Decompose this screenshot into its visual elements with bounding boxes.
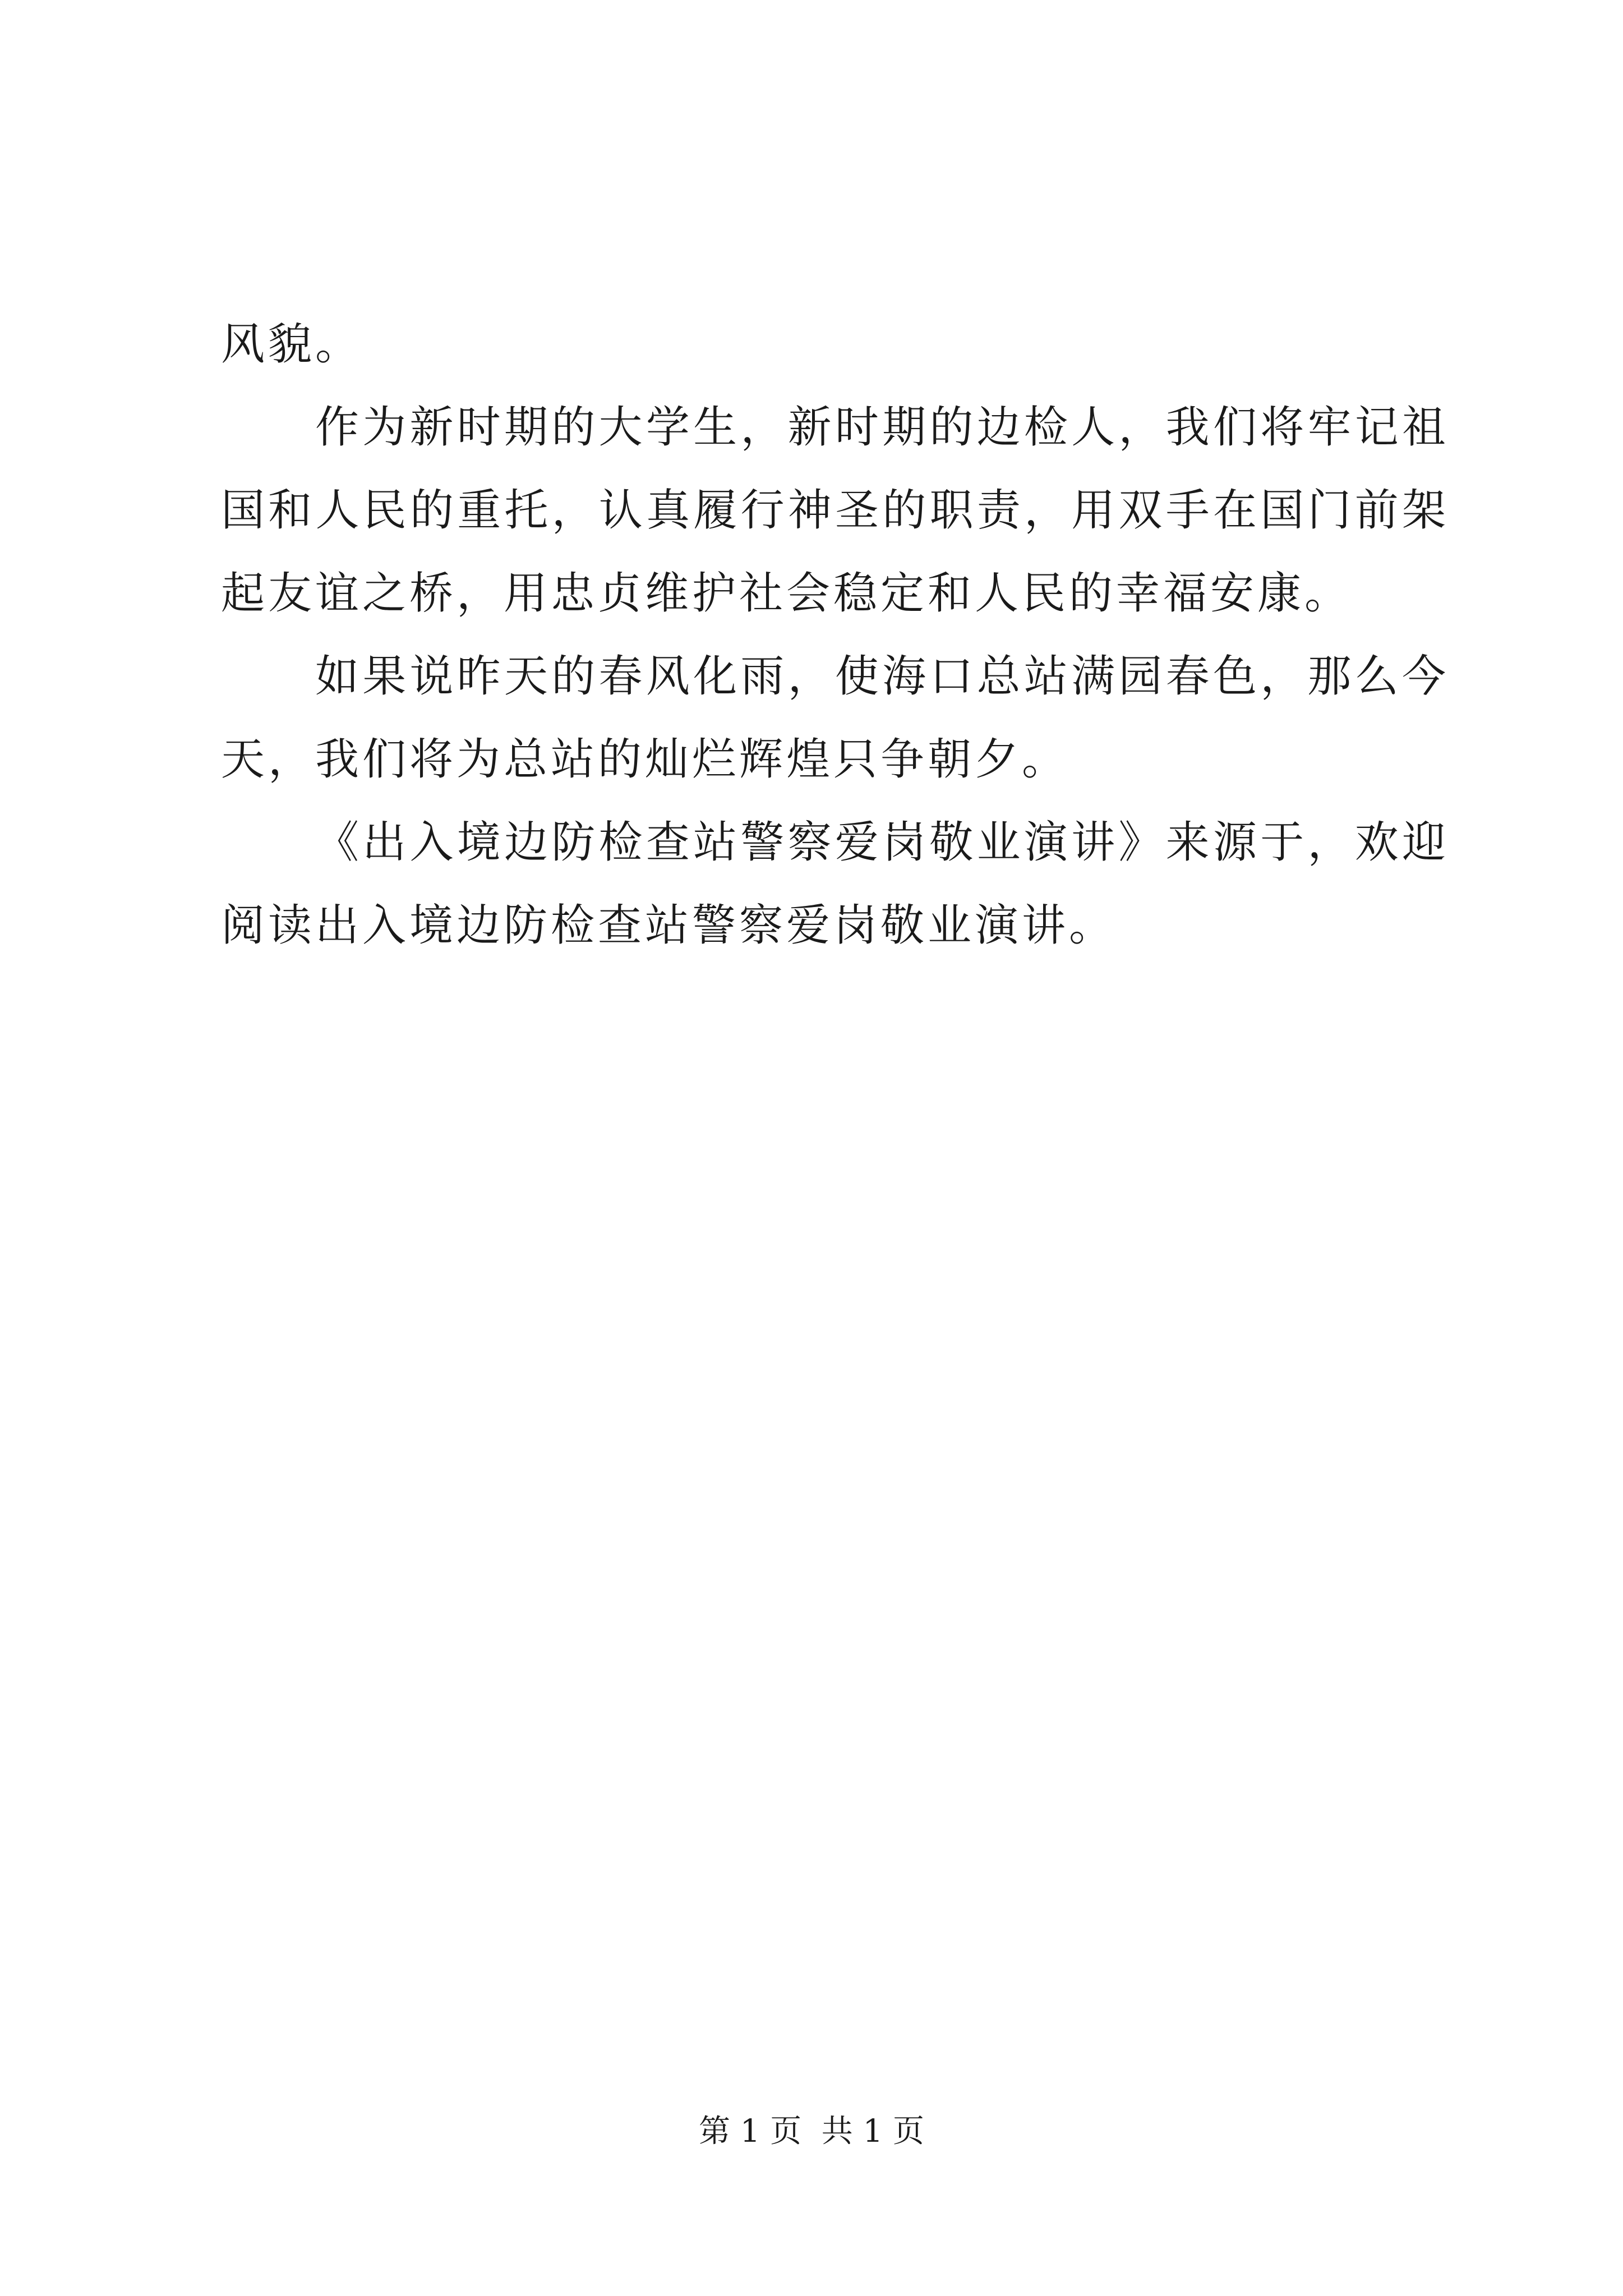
page-footer: 第 1 页 共 1 页 <box>698 2113 925 2150</box>
paragraph-source-note: 《出入境边防检查站警察爱岗敬业演讲》来源于，欢迎阅读出入境边防检查站警察爱岗敬业演讲。 <box>221 817 1449 951</box>
document-body <box>221 303 1449 967</box>
paragraph-continuation: 风貌。 <box>221 319 363 370</box>
paragraph-spring-rain: 如果说昨天的春风化雨，使海口总站满园春色，那么今天，我们将为总站的灿烂辉煌只争朝夕。 <box>221 651 1449 785</box>
paragraph-new-era: 作为新时期的大学生，新时期的边检人，我们将牢记祖国和人民的重托，认真履行神圣的职责，用双手在国门前架起友谊之桥，用忠贞维护社会稳定和人民的幸福安康。 <box>221 402 1449 619</box>
